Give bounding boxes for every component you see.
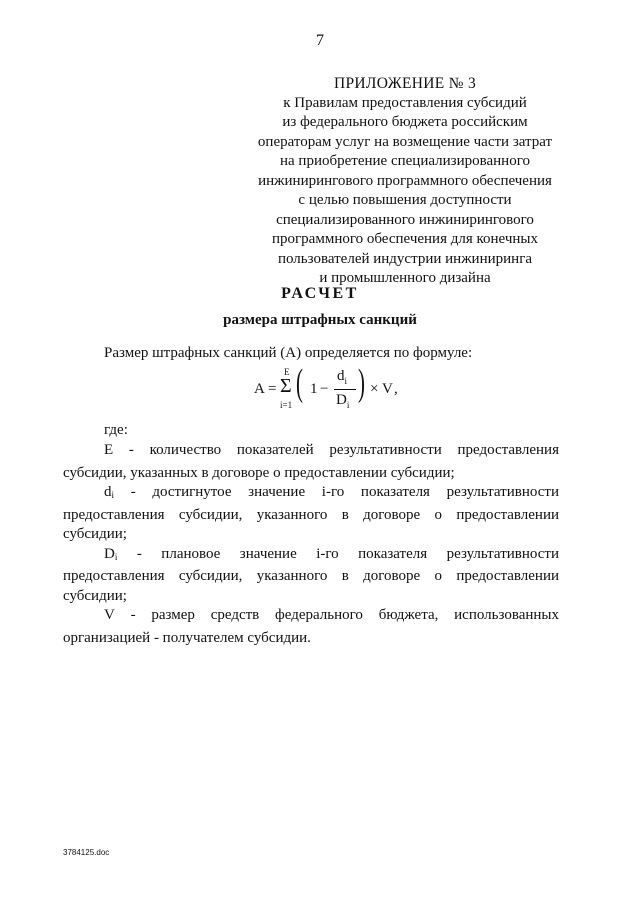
formula-lhs: А [254, 381, 265, 397]
formula-equals: = [268, 381, 277, 397]
definition-item: E - количество показателей результативности предоставления субсидии, указанных в договоре о предоставлении субсидии; [63, 442, 559, 481]
sum-symbol: Σ [280, 375, 292, 397]
right-paren: ) [358, 362, 365, 404]
formula-minus: − [320, 381, 329, 397]
formula-rhs: V [382, 381, 393, 397]
document-title: РАСЧЕТ [281, 285, 359, 302]
where-label: где: [104, 422, 128, 438]
appendix-line: и промышленного дизайна [319, 270, 491, 286]
formula-times: × [370, 381, 379, 397]
formula-one: 1 [310, 381, 318, 397]
definition-item: $D_i$ - плановое значение i-го показателя результативности предоставления субсидии, указанного в договоре о предоставлении субсидии; [63, 545, 559, 604]
document-subtitle: размера штрафных санкций [223, 312, 417, 328]
fraction-bar [334, 389, 356, 390]
appendix-line: операторам услуг на возмещение части затрат [257, 133, 553, 150]
appendix-line: к Правилам предоставления субсидий [283, 94, 527, 111]
appendix-block [240, 74, 570, 289]
appendix-title: ПРИЛОЖЕНИЕ № 3 [333, 75, 477, 92]
fraction-denominator: $D_i$ [336, 392, 350, 410]
appendix-line: на приобретение специализированного [280, 153, 530, 169]
definition-item: $d_i$ - достигнутое значение i-го показателя результативности предоставления субсидии, указанного в договоре о предоставлении субсидии; [63, 484, 559, 542]
sum-lower-limit: i=1 [280, 400, 293, 410]
appendix-line: специализированного инжинирингового [276, 211, 534, 228]
appendix-line: инжинирингового программного обеспечения [258, 172, 552, 189]
definition-item: V - размер средств федерального бюджета, использованных организацией - получателем субсидии. [63, 607, 559, 646]
sum-upper-limit: E [284, 367, 290, 377]
formula-trail: , [394, 381, 398, 397]
appendix-line: программного обеспечения для конечных [272, 231, 538, 247]
definitions-list [63, 441, 559, 648]
penalty-formula [254, 362, 398, 415]
appendix-line: пользователей индустрии инжиниринга [277, 250, 533, 267]
page-number: 7 [316, 32, 324, 49]
file-name-footer: 3784125.doc [63, 848, 110, 857]
fraction-numerator: $d_i$ [337, 368, 348, 386]
appendix-line: с целью повышения доступности [298, 192, 512, 208]
left-paren: ( [296, 362, 303, 404]
formula-intro: Размер штрафных санкций (А) определяется по формуле: [104, 345, 473, 361]
appendix-line: из федерального бюджета российским [282, 114, 528, 130]
